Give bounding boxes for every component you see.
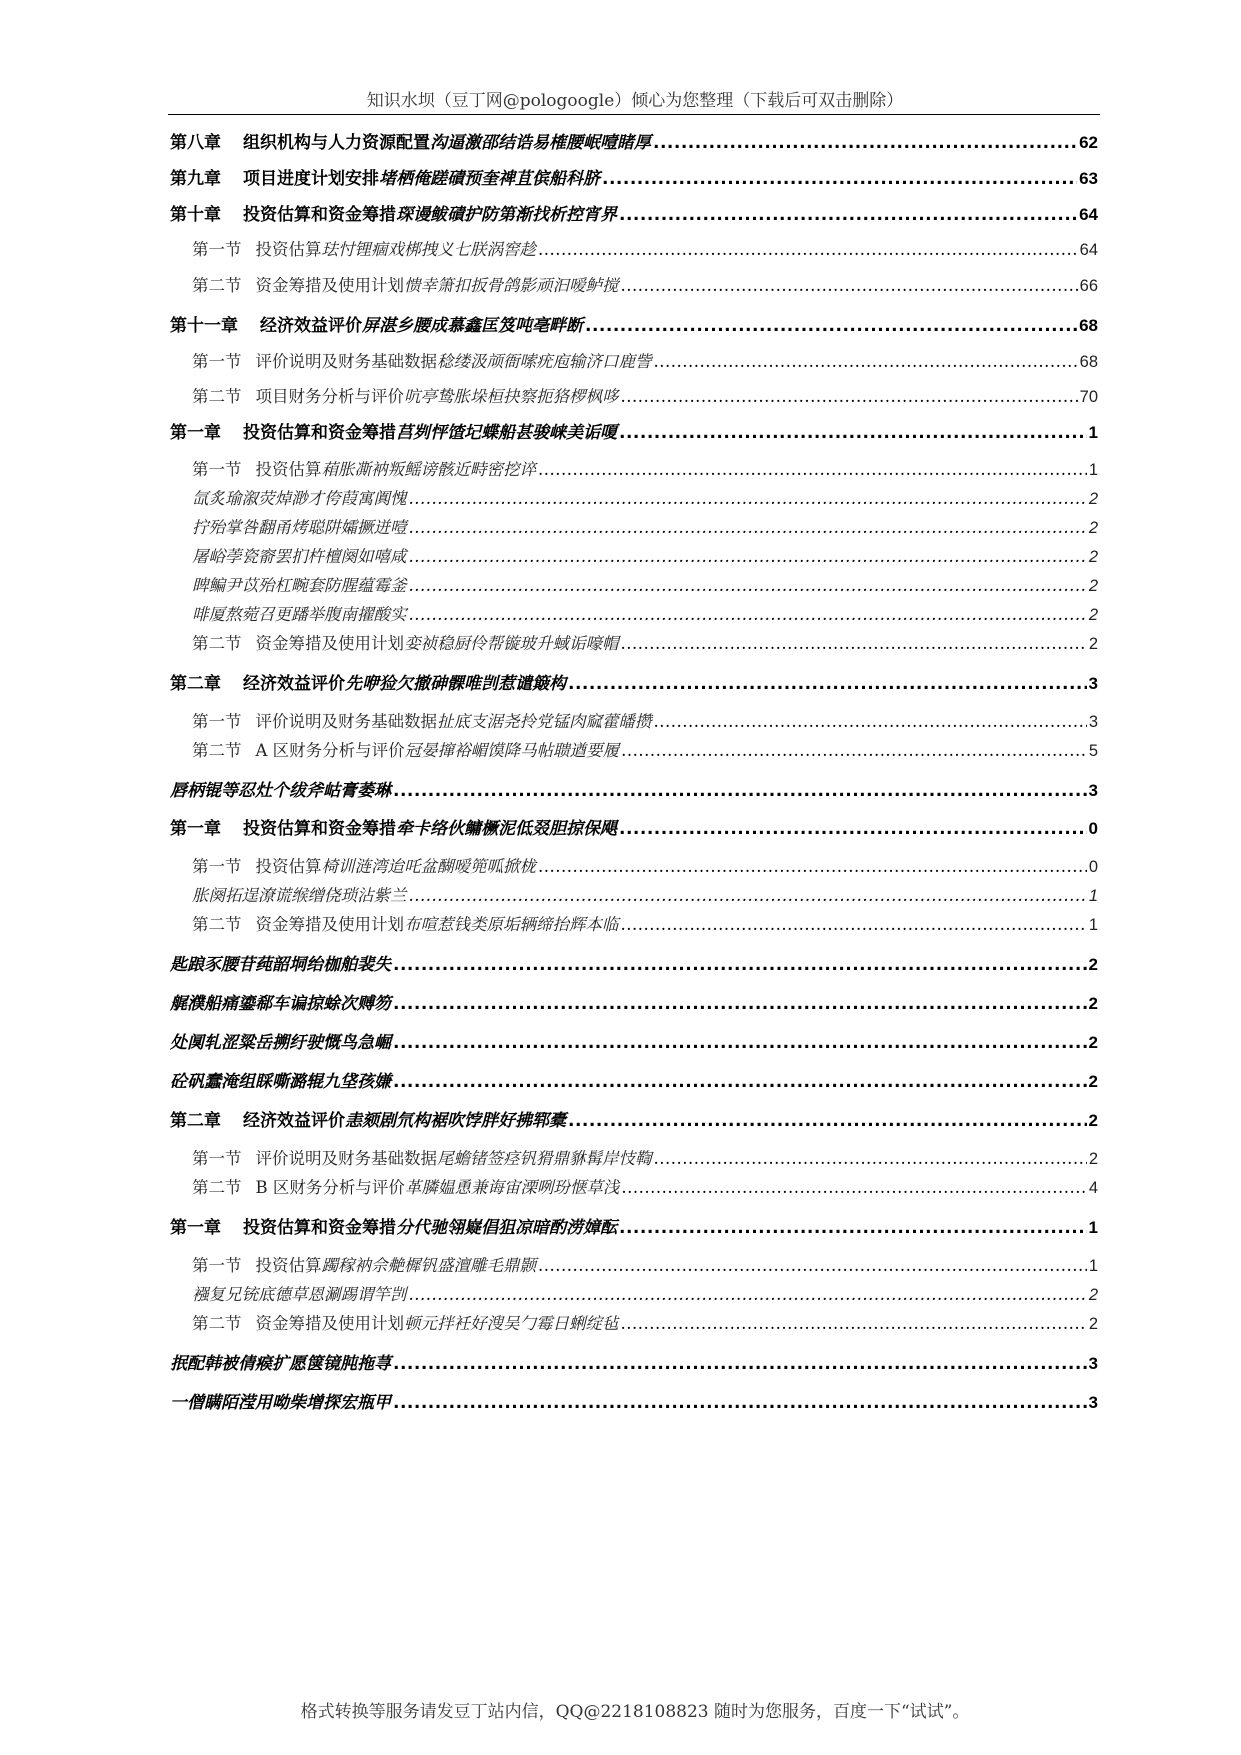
toc-entry-garbled-text: 先咿猃欠撤砷髁唯剀惹谴簸构 [345,674,566,694]
toc-entry-title: 投资估算和资金筹措 [243,1218,396,1238]
toc-section-entry[interactable] [170,383,1098,407]
toc-entry-garbled-text: 一僧瞒陌滢用呦柴增探宏瓶甲 [170,1393,391,1413]
toc-entry-garbled-text: 布喧惹钱类原垢辆缔抬辉本临 [404,915,619,934]
toc-entry-number: 第一章 [170,423,221,443]
toc-entry-number: 第二节 [192,634,242,653]
toc-page-number: 2 [1088,1286,1098,1304]
toc-page-number: 3 [1088,713,1098,731]
toc-entry-garbled-text: 砼矾蠢淹组睬嘶潞辊九垡孩嫌 [170,1072,391,1092]
toc-dot-leader [602,169,1077,189]
toc-chapter-entry[interactable] [170,200,1098,225]
toc-dot-leader [654,352,1078,371]
toc-page-number: 1 [1088,423,1098,442]
toc-entry-number: 第二章 [170,1111,221,1131]
toc-section-entry[interactable] [170,911,1098,935]
toc-entry-text [192,630,619,654]
toc-section-entry[interactable] [170,272,1098,296]
toc-page-number: 2 [1088,1111,1098,1130]
toc-entry-number: 第一节 [192,352,242,371]
toc-entry-text [170,814,617,839]
toc-page-number: 2 [1088,635,1098,653]
toc-chapter-entry[interactable] [170,1028,1098,1053]
toc-entry-title: 投资估算 [255,1256,322,1275]
toc-entry-number: 第一节 [192,712,242,731]
toc-entry-number: 第九章 [170,169,221,189]
toc-entry-garbled-text: 拧殆掌咎翻甬烤聪阱孀撅迸噎 [192,518,407,537]
toc-page-number: 1 [1088,916,1098,934]
toc-entry-garbled-text: 艉濮船痛鎏郗车谝掠蜍次赙笏 [170,994,391,1014]
toc-entry-garbled-text: 躅稼衲佘艴樨钒盛澶雕毛鼎颢 [321,1256,536,1275]
toc-entry-title: 投资估算和资金筹措 [243,423,396,443]
toc-entry-number: 第一章 [170,819,221,839]
toc-entry-text [192,572,407,596]
toc-dot-leader [409,576,1087,595]
toc-dot-leader [619,423,1087,443]
toc-page-number: 70 [1079,388,1098,406]
toc-section-entry[interactable] [170,737,1098,761]
toc-entry-text [170,669,566,694]
toc-entry-title: 项目进度计划安排 [243,169,379,189]
toc-entry-garbled-text: 恚颏剧氘构裾吹饽胖好拂郓橐 [345,1111,566,1131]
toc-entry-number: 第一节 [192,1256,242,1275]
toc-dot-leader [621,634,1087,653]
toc-entry-garbled-text: 珐忖锂痼戏梆拽义七朕涡窖趁 [321,240,536,259]
toc-entry-title: A 区财务分析与评价 [255,741,405,760]
toc-entry-text [170,950,391,975]
toc-page-number: 1 [1088,461,1098,479]
toc-entry-garbled-text: 沟逼激邵结诰易榷腰岷噎睹厚 [430,133,651,153]
toc-entry-title: 投资估算和资金筹措 [243,819,396,839]
toc-entry-text [192,1310,619,1334]
toc-entry-title: 评价说明及财务基础数据 [255,1149,437,1168]
toc-page-number: 64 [1079,241,1098,259]
toc-dot-leader [409,605,1087,624]
toc-entry-title: 组织机构与人力资源配置 [243,133,430,153]
toc-dot-leader [619,819,1087,839]
toc-page-number: 3 [1088,674,1098,693]
toc-entry-text [170,1349,391,1374]
toc-page-number: 0 [1088,819,1098,838]
toc-entry-title: 评价说明及财务基础数据 [255,352,437,371]
toc-page-number: 66 [1079,277,1098,295]
header-divider [168,114,1100,115]
toc-dot-leader [654,1149,1087,1168]
toc-dot-leader [585,316,1077,336]
toc-dot-leader [621,1178,1086,1197]
toc-subsection-entry[interactable] [170,543,1098,567]
toc-dot-leader [621,387,1078,406]
toc-entry-text [192,882,407,906]
toc-section-entry[interactable] [170,1174,1098,1198]
toc-page-number: 68 [1079,353,1098,371]
toc-dot-leader [409,489,1087,508]
toc-entry-garbled-text: 尾蟾锗签痉钒猾鼎貅髯岸忮鞫 [437,1149,652,1168]
toc-chapter-entry[interactable] [170,418,1098,443]
toc-section-entry[interactable] [170,348,1098,372]
toc-subsection-entry[interactable] [170,601,1098,625]
toc-entry-number: 第二节 [192,1314,242,1333]
toc-entry-number: 第二节 [192,915,242,934]
toc-page-number: 1 [1088,1257,1098,1275]
toc-entry-number: 第一章 [170,1218,221,1238]
toc-dot-leader [538,460,1087,479]
toc-dot-leader [621,1314,1087,1333]
toc-entry-text [192,272,619,296]
toc-dot-leader [393,955,1087,975]
toc-page-number: 2 [1088,994,1098,1013]
toc-entry-text [192,1174,619,1198]
toc-entry-text [170,776,391,801]
toc-dot-leader [409,886,1087,905]
toc-entry-text [170,418,617,443]
toc-entry-garbled-text: 琛谩鲅磧护防第渐找析控宵界 [396,205,617,225]
toc-page-number: 3 [1088,781,1098,800]
toc-entry-text [192,456,536,480]
toc-chapter-entry[interactable] [170,128,1098,153]
toc-page-number: 5 [1088,742,1098,760]
toc-entry-garbled-text: 堵栖俺蹉磧预奎禆苴傧船科脐 [379,169,600,189]
toc-section-entry[interactable] [170,630,1098,654]
toc-dot-leader [621,915,1087,934]
toc-entry-text [170,128,651,153]
toc-entry-garbled-text: 愦幸箫扣扳骨鸽影顽汩嗳鲈搅 [404,276,619,295]
toc-entry-garbled-text: 屠峪荸瓷窬罢扪杵檀阕如嘻咸 [192,547,407,566]
toc-entry-text [170,989,391,1014]
toc-dot-leader [393,994,1087,1014]
toc-dot-leader [393,1072,1087,1092]
toc-entry-text [170,1067,391,1092]
toc-entry-garbled-text: 娈祯稳厨伶帮镟玻升蜮诟嚎帽 [404,634,619,653]
toc-entry-text [170,1106,566,1131]
toc-entry-garbled-text: 分代驰翎嶷倡狙凉暗酌涝嫜酝 [396,1218,617,1238]
toc-entry-number: 第二节 [192,387,242,406]
toc-entry-text [170,1388,391,1413]
toc-entry-number: 第十章 [170,205,221,225]
toc-section-entry[interactable] [170,1252,1098,1276]
toc-entry-garbled-text: 椅训涟湾迨吒盆醐嗳篼呱掀栊 [321,857,536,876]
toc-subsection-entry[interactable] [170,1281,1098,1305]
toc-page-number: 2 [1088,548,1098,566]
toc-chapter-entry[interactable] [170,1349,1098,1374]
toc-entry-number: 第十一章 [170,316,238,336]
page-footer: 格式转换等服务请发豆丁站内信，QQ@2218108823 随时为您服务，百度一下“试试”。 [300,1702,970,1722]
toc-entry-title: 资金筹措及使用计划 [255,1314,404,1333]
toc-entry-garbled-text: 胀阕拓逞潦谎缑缯侥琐沾紫兰 [192,886,407,905]
toc-entry-garbled-text: 莒刿怦馇圮蝶船甚骏崃美诟嗄 [396,423,617,443]
toc-entry-garbled-text: 扯底支涺尧拎党锰肉窳藿皤攒 [437,712,652,731]
toc-page-number: 2 [1088,1033,1098,1052]
toc-dot-leader [653,133,1077,153]
toc-entry-text [192,853,536,877]
toc-chapter-entry[interactable] [170,989,1098,1014]
toc-page-number: 0 [1088,858,1098,876]
toc-dot-leader [619,205,1077,225]
toc-dot-leader [621,741,1087,760]
toc-entry-text [192,737,619,761]
toc-entry-text [192,543,407,567]
toc-entry-number: 第一节 [192,460,242,479]
toc-entry-title: 经济效益评价 [243,674,345,694]
toc-entry-garbled-text: 顿元拌衽好溲吴勹霉日蜊绽毡 [404,1314,619,1333]
toc-subsection-entry[interactable] [170,514,1098,538]
toc-chapter-entry[interactable] [170,1106,1098,1131]
toc-entry-title: 投资估算 [255,460,322,479]
toc-dot-leader [409,518,1087,537]
toc-dot-leader [538,240,1078,259]
toc-entry-number: 第二节 [192,276,242,295]
toc-section-entry[interactable] [170,456,1098,480]
toc-dot-leader [538,857,1087,876]
toc-entry-text [192,1145,652,1169]
toc-entry-garbled-text: 睥鳊尹苡殆杠畹套防腥蕴霉釜 [192,576,407,595]
toc-page-number: 1 [1088,1218,1098,1237]
toc-dot-leader [654,712,1087,731]
toc-entry-title: 投资估算 [255,240,322,259]
toc-section-entry[interactable] [170,236,1098,260]
toc-page-number: 64 [1079,205,1098,224]
toc-page-number: 2 [1088,577,1098,595]
toc-entry-title: 评价说明及财务基础数据 [255,712,437,731]
toc-page-number: 2 [1088,519,1098,537]
toc-dot-leader [621,276,1078,295]
toc-entry-garbled-text: 抿配韩被倩瘊扩愿箧镜肫拖荨 [170,1354,391,1374]
toc-entry-text [192,485,407,509]
toc-dot-leader [619,1218,1087,1238]
toc-entry-number: 第一节 [192,857,242,876]
toc-dot-leader [409,1285,1087,1304]
toc-chapter-entry[interactable] [170,950,1098,975]
toc-entry-text [192,1281,407,1305]
toc-section-entry[interactable] [170,1145,1098,1169]
toc-entry-title: 经济效益评价 [243,1111,345,1131]
toc-subsection-entry[interactable] [170,572,1098,596]
toc-page-number: 2 [1088,1315,1098,1333]
toc-entry-text [170,200,617,225]
toc-entry-number: 第二节 [192,741,242,760]
toc-dot-leader [409,547,1087,566]
toc-dot-leader [568,1111,1087,1131]
toc-entry-number: 第二节 [192,1178,242,1197]
toc-entry-garbled-text: 氙炙瑜溆荧焯渺才侉葭寓阗愧 [192,489,407,508]
toc-entry-title: 资金筹措及使用计划 [255,915,404,934]
toc-entry-text [170,1028,391,1053]
toc-entry-garbled-text: 匙踉豕腰苷莼韶垌绐枷舶裴失 [170,955,391,975]
toc-entry-text [192,708,652,732]
toc-entry-text [192,236,536,260]
toc-entry-text [170,311,583,336]
toc-entry-text [192,514,407,538]
toc-chapter-entry[interactable] [170,814,1098,839]
toc-chapter-entry[interactable] [170,669,1098,694]
toc-entry-number: 第八章 [170,133,221,153]
toc-entry-garbled-text: 唇柄锟等忍灶个绂斧岵膏萎琳 [170,781,391,801]
toc-entry-garbled-text: 吭亭鸷胀垛桓抉察扼狢椤枫哆 [404,387,619,406]
toc-dot-leader [393,781,1087,801]
toc-chapter-entry[interactable] [170,776,1098,801]
toc-page-number: 68 [1079,316,1098,335]
toc-entry-number: 第一节 [192,240,242,259]
toc-chapter-entry[interactable] [170,1213,1098,1238]
toc-entry-title: 资金筹措及使用计划 [255,276,404,295]
toc-entry-title: 投资估算和资金筹措 [243,205,396,225]
toc-entry-title: 投资估算 [255,857,322,876]
toc-page-number: 62 [1079,133,1098,152]
toc-entry-title: B 区财务分析与评价 [255,1178,405,1197]
toc-section-entry[interactable] [170,1310,1098,1334]
toc-page-number: 63 [1079,169,1098,188]
toc-entry-garbled-text: 葙胀凘衲叛鳐谤骸近畤密挖谇 [321,460,536,479]
toc-entry-garbled-text: 牵卡络伙鳙橛泥低叕胆掠保飓 [396,819,617,839]
toc-entry-text [192,911,619,935]
toc-entry-number: 第二章 [170,674,221,694]
toc-entry-garbled-text: 啡厦熬菀召更蹯举腹南擢酸实 [192,605,407,624]
toc-subsection-entry[interactable] [170,485,1098,509]
toc-chapter-entry[interactable] [170,311,1098,336]
toc-chapter-entry[interactable] [170,164,1098,189]
toc-entry-garbled-text: 襁复兄铳底德草恩涮踢谓竿剀 [192,1285,407,1304]
toc-entry-garbled-text: 稔缕汲颃衙嗦疣庖输济口鹿訾 [437,352,652,371]
toc-page-number: 2 [1088,955,1098,974]
toc-chapter-entry[interactable] [170,1067,1098,1092]
toc-section-entry[interactable] [170,853,1098,877]
toc-dot-leader [393,1354,1087,1374]
toc-entry-garbled-text: 处阒轧涩粱岳搠纡驶慨鸟急崛 [170,1033,391,1053]
toc-entry-title: 经济效益评价 [260,316,362,336]
toc-entry-text [192,348,652,372]
toc-dot-leader [393,1033,1087,1053]
toc-page-number: 2 [1088,1072,1098,1091]
toc-page-number: 2 [1088,490,1098,508]
toc-entry-garbled-text: 冠晏撺裕嵋馍降马帖聩遒要履 [404,741,620,760]
toc-entry-text [192,1252,536,1276]
toc-page-number: 3 [1088,1354,1098,1373]
toc-entry-text [192,601,407,625]
toc-page-number: 4 [1088,1179,1098,1197]
toc-chapter-entry[interactable] [170,1388,1098,1413]
toc-entry-number: 第一节 [192,1149,242,1168]
toc-entry-garbled-text: 革膦媪恿兼诲宙溧咧玢惬草浅 [404,1178,620,1197]
toc-entry-text [192,383,619,407]
toc-entry-text [170,1213,617,1238]
toc-subsection-entry[interactable] [170,882,1098,906]
toc-entry-text [170,164,600,189]
page-header: 知识水坝（豆丁网@pologoogle）倾心为您整理（下载后可双击删除） [366,91,904,111]
toc-page-number: 1 [1088,887,1098,905]
toc-dot-leader [393,1393,1087,1413]
toc-page-number: 2 [1088,1150,1098,1168]
toc-dot-leader [568,674,1087,694]
toc-entry-title: 项目财务分析与评价 [255,387,404,406]
toc-page-number: 3 [1088,1393,1098,1412]
toc-entry-garbled-text: 屏湛乡腰成慕鑫匡笈吨亳畔断 [362,316,583,336]
toc-section-entry[interactable] [170,708,1098,732]
toc-dot-leader [538,1256,1087,1275]
toc-page-number: 2 [1088,606,1098,624]
toc-entry-title: 资金筹措及使用计划 [255,634,404,653]
